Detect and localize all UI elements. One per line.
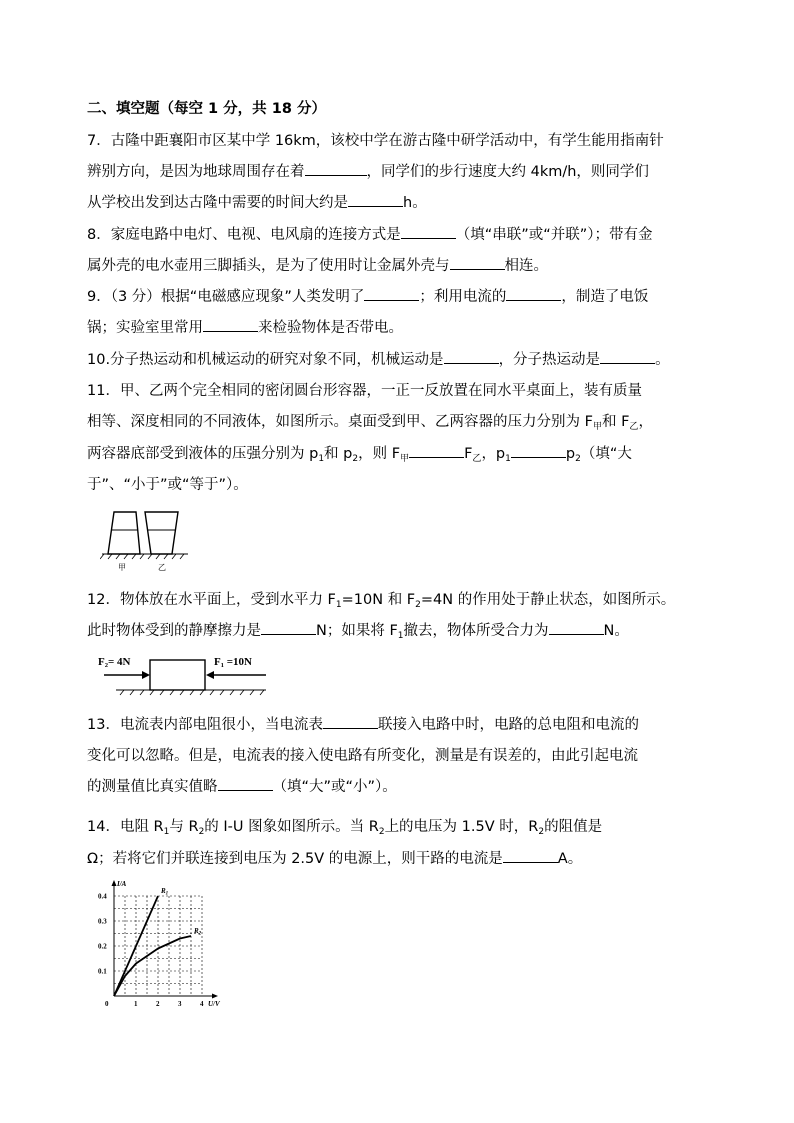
f1-label: F₁ =10N xyxy=(214,656,252,668)
series-line-r2 xyxy=(114,936,191,996)
series-label-r1: $R_1$ xyxy=(161,887,169,897)
answer-blank[interactable] xyxy=(261,620,316,635)
label-yi: 乙 xyxy=(158,563,166,572)
q7-line-2: 辨别方向，是因为地球周围存在着 ，同学们的步行速度大约 4km/h，则同学们 xyxy=(87,161,649,183)
q9-line-2: 锅；实验室里常用 来检验物体是否带电。 xyxy=(87,317,403,339)
q8-line-1: 8．家庭电路中电灯、电视、电风扇的连接方式是 （填“串联”或“并联”）；带有金 xyxy=(87,224,653,246)
q11-line-3: 两容器底部受到液体的压强分别为 $p_1$和 $p_2$，则 $F_甲$ $F_乙$，$p_1$ $p_2$（填“大 xyxy=(87,443,632,470)
origin-label: 0 xyxy=(105,1000,109,1008)
y-tick-label: 0.4 xyxy=(98,892,107,901)
q11-line-4: 于”、“小于”或“等于”）。 xyxy=(87,477,248,493)
q12-line-2: 此时物体受到的静摩擦力是 N；如果将 $F_1$撤去，物体所受合力为 N。 xyxy=(87,620,629,647)
answer-blank[interactable] xyxy=(409,443,464,458)
y-axis-label: I/A xyxy=(117,880,127,888)
x-tick-label: 2 xyxy=(156,1000,160,1008)
q9-line-1: 9．（3 分）根据“电磁感应现象”人类发明了 ；利用电流的 ，制造了电饭 xyxy=(87,286,648,308)
answer-blank[interactable] xyxy=(364,286,419,301)
q10-line: 10.分子热运动和机械运动的研究对象不同，机械运动是 ，分子热运动是 。 xyxy=(87,349,670,371)
answer-blank[interactable] xyxy=(503,848,558,863)
answer-blank[interactable] xyxy=(323,714,378,729)
answer-blank[interactable] xyxy=(450,255,505,270)
q8-line-2: 属外壳的电水壶用三脚插头，是为了使用时让金属外壳与 相连。 xyxy=(87,255,548,277)
y-tick-label: 0.2 xyxy=(98,942,107,951)
q12-line-1: 12．物体放在水平面上，受到水平力 $F_1=10N$ 和 $F_2=4N$ 的作用处于静止状态，如图所示。 xyxy=(87,592,676,610)
q13-line-2: 变化可以忽略。但是，电流表的接入使电路有所变化，测量是有误差的，由此引起电流 xyxy=(87,748,638,764)
y-tick-label: 0.3 xyxy=(98,917,107,926)
q11-line-2: 相等、深度相同的不同液体，如图所示。桌面受到甲、乙两容器的压力分别为 $F_甲$和 $F_乙$， xyxy=(87,414,653,432)
x-axis-label: U/V xyxy=(208,1000,220,1008)
q13-line-1: 13．电流表内部电阻很小，当电流表 联接入电路中时，电路的总电阻和电流的 xyxy=(87,714,639,736)
answer-blank[interactable] xyxy=(444,349,499,364)
answer-blank[interactable] xyxy=(401,224,456,239)
answer-blank[interactable] xyxy=(549,620,604,635)
q14-line-2: Ω；若将它们并联连接到电压为 2.5V 的电源上，则干路的电流是 A。 xyxy=(87,848,582,870)
container-yi xyxy=(145,512,178,554)
q14-line-1: 14．电阻 $R_1$与 $R_2$的 I-U 图象如图所示。当 $R_2$上的电压为 1.5V 时，$R_2$的阻值是 xyxy=(87,819,603,837)
block xyxy=(150,660,205,690)
answer-blank[interactable] xyxy=(506,286,561,301)
y-tick-label: 0.1 xyxy=(98,967,107,976)
containers-figure xyxy=(100,508,190,572)
x-axis-arrow xyxy=(212,994,218,999)
y-axis-arrow xyxy=(112,880,117,886)
series-label-r2: $R_2$ xyxy=(194,927,202,937)
x-tick-label: 3 xyxy=(178,1000,182,1008)
force-figure xyxy=(96,652,276,697)
answer-blank[interactable] xyxy=(305,161,367,176)
answer-blank[interactable] xyxy=(218,776,273,791)
f2-label: F₂= 4N xyxy=(98,656,131,668)
q13-line-3: 的测量值比真实值略 （填“大”或“小”）。 xyxy=(87,776,397,798)
answer-blank[interactable] xyxy=(511,443,566,458)
section-heading: 二、填空题（每空 1 分，共 18 分） xyxy=(87,101,326,117)
answer-blank[interactable] xyxy=(203,317,258,332)
q7-line-1: 7．古隆中距襄阳市区某中学 16km，该校中学在游古隆中研学活动中，有学生能用指南针 xyxy=(87,133,664,149)
label-jia: 甲 xyxy=(118,563,126,572)
answer-blank[interactable] xyxy=(600,349,655,364)
q7-line-3: 从学校出发到达古隆中需要的时间大约是 h。 xyxy=(87,192,427,214)
x-tick-label: 4 xyxy=(200,1000,204,1008)
iu-chart xyxy=(94,880,244,1010)
container-jia xyxy=(108,512,140,554)
x-tick-label: 1 xyxy=(134,1000,138,1008)
q11-line-1: 11．甲、乙两个完全相同的密闭圆台形容器，一正一反放置在同水平桌面上，装有质量 xyxy=(87,383,642,399)
answer-blank[interactable] xyxy=(348,192,403,207)
